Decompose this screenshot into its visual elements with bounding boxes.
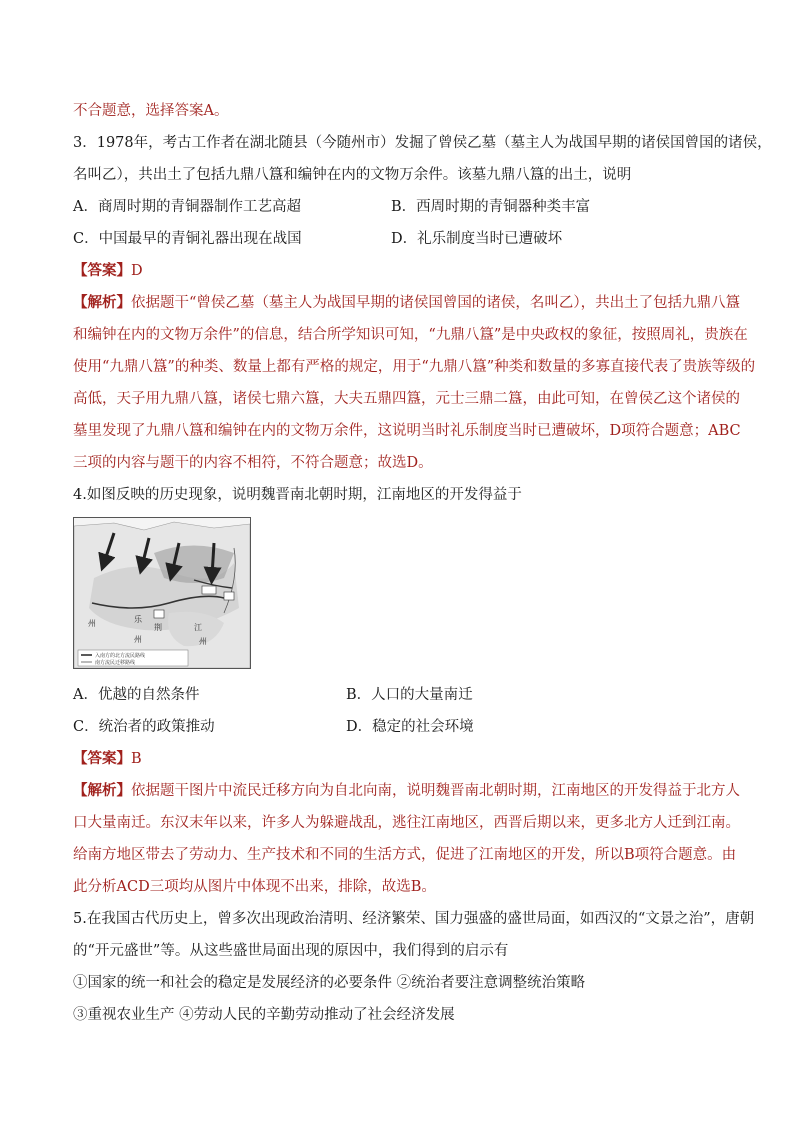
question-4-answer [73,749,142,769]
question-3-explanation-line-5: 墓里发现了九鼎八簋和编钟在内的文物万余件，这说明当时礼乐制度当时已遭破坏，D项符合题意；ABC [73,423,741,439]
question-5-stem-line-2: 的“开元盛世”等。从这些盛世局面出现的原因中，我们得到的启示有 [73,943,509,959]
question-3-explanation-line-6: 三项的内容与题干的内容不相符，不符合题意；故选D。 [73,455,433,471]
question-3-stem-line-2: 名叫乙），共出土了包括九鼎八簋和编钟在内的文物万余件。该墓九鼎八簋的出土，说明 [73,167,632,183]
question-4-explanation-line-1 [73,781,740,801]
question-4-explanation-line-2: 口大量南迁。东汉末年以来，许多人为躲避战乱，逃往江南地区，西晋后期以来，更多北方人迁到江南。 [73,815,740,831]
previous-answer-ending: 不合题意，选择答案A。 [73,103,229,119]
question-4-option-c: C．统治者的政策推动 [73,719,215,735]
map-legend-item: 南方流民迁移路线 [95,660,136,666]
answer-tag: 【答案】 [73,750,131,767]
question-3-option-d: D．礼乐制度当时已遭破坏 [391,231,563,247]
question-4-option-d: D．稳定的社会环境 [346,719,474,735]
map-label: 江 [194,623,202,632]
explanation-text: 依据题干“曾侯乙墓（墓主人为战国早期的诸侯国曾国的诸侯，名叫乙），共出土了包括九鼎八簋 [131,295,741,311]
answer-value: D [131,263,143,279]
question-4-option-b: B．人口的大量南迁 [346,687,473,703]
explanation-tag: 【解析】 [73,782,131,799]
migration-map-image [73,517,251,669]
question-3-explanation-line-4: 高低，天子用九鼎八簋，诸侯七鼎六簋，大夫五鼎四簋，元士三鼎二簋，由此可知，在曾侯乙这个诸侯的 [73,391,740,407]
question-3-option-b: B．西周时期的青铜器种类丰富 [391,199,591,215]
question-3-explanation-line-1 [73,293,740,313]
map-label: 州 [134,635,142,644]
question-4-explanation-line-3: 给南方地区带去了劳动力、生产技术和不同的生活方式，促进了江南地区的开发，所以B项符合题意。由 [73,847,737,863]
question-5-statements-line-1: ①国家的统一和社会的稳定是发展经济的必要条件 ②统治者要注意调整统治策略 [73,975,586,991]
question-3-answer [73,261,143,281]
question-3-explanation-line-2: 和编钟在内的文物万余件”的信息，结合所学知识可知，“九鼎八簋”是中央政权的象征，按照周礼，贵族在 [73,327,748,343]
question-3-explanation-line-3: 使用“九鼎八簋”的种类、数量上都有严格的规定，用于“九鼎八簋”种类和数量的多寡直接代表了贵族等级的 [73,359,756,375]
question-3-option-a: A．商周时期的青铜器制作工艺高超 [73,199,301,215]
explanation-tag: 【解析】 [73,294,131,311]
map-label: 州 [199,637,207,646]
answer-tag: 【答案】 [73,262,131,279]
question-3-stem-line-1: 3．1978年，考古工作者在湖北随县（今随州市）发掘了曾侯乙墓（墓主人为战国早期的诸侯国曾国的诸侯， [73,135,772,151]
map-label: 乐 [134,615,142,624]
map-label: 荆 [154,623,162,632]
answer-value: B [131,751,142,767]
migration-map-svg [74,518,250,668]
question-4-option-a: A．优越的自然条件 [73,687,200,703]
map-legend-item: 入南方的北方流民路线 [95,653,146,659]
question-5-statements-line-2: ③重视农业生产 ④劳动人民的辛勤劳动推动了社会经济发展 [73,1007,455,1023]
question-5-stem-line-1: 5.在我国古代历史上，曾多次出现政治清明、经济繁荣、国力强盛的盛世局面，如西汉的“文景之治”，唐朝 [73,911,755,927]
question-3-option-c: C．中国最早的青铜礼器出现在战国 [73,231,302,247]
explanation-text: 依据题干图片中流民迁移方向为自北向南，说明魏晋南北朝时期，江南地区的开发得益于北方人 [131,783,740,799]
map-label: 州 [88,619,96,628]
question-4-stem: 4.如图反映的历史现象，说明魏晋南北朝时期，江南地区的开发得益于 [73,487,522,503]
question-4-explanation-line-4: 此分析ACD三项均从图片中体现不出来，排除，故选B。 [73,879,436,895]
